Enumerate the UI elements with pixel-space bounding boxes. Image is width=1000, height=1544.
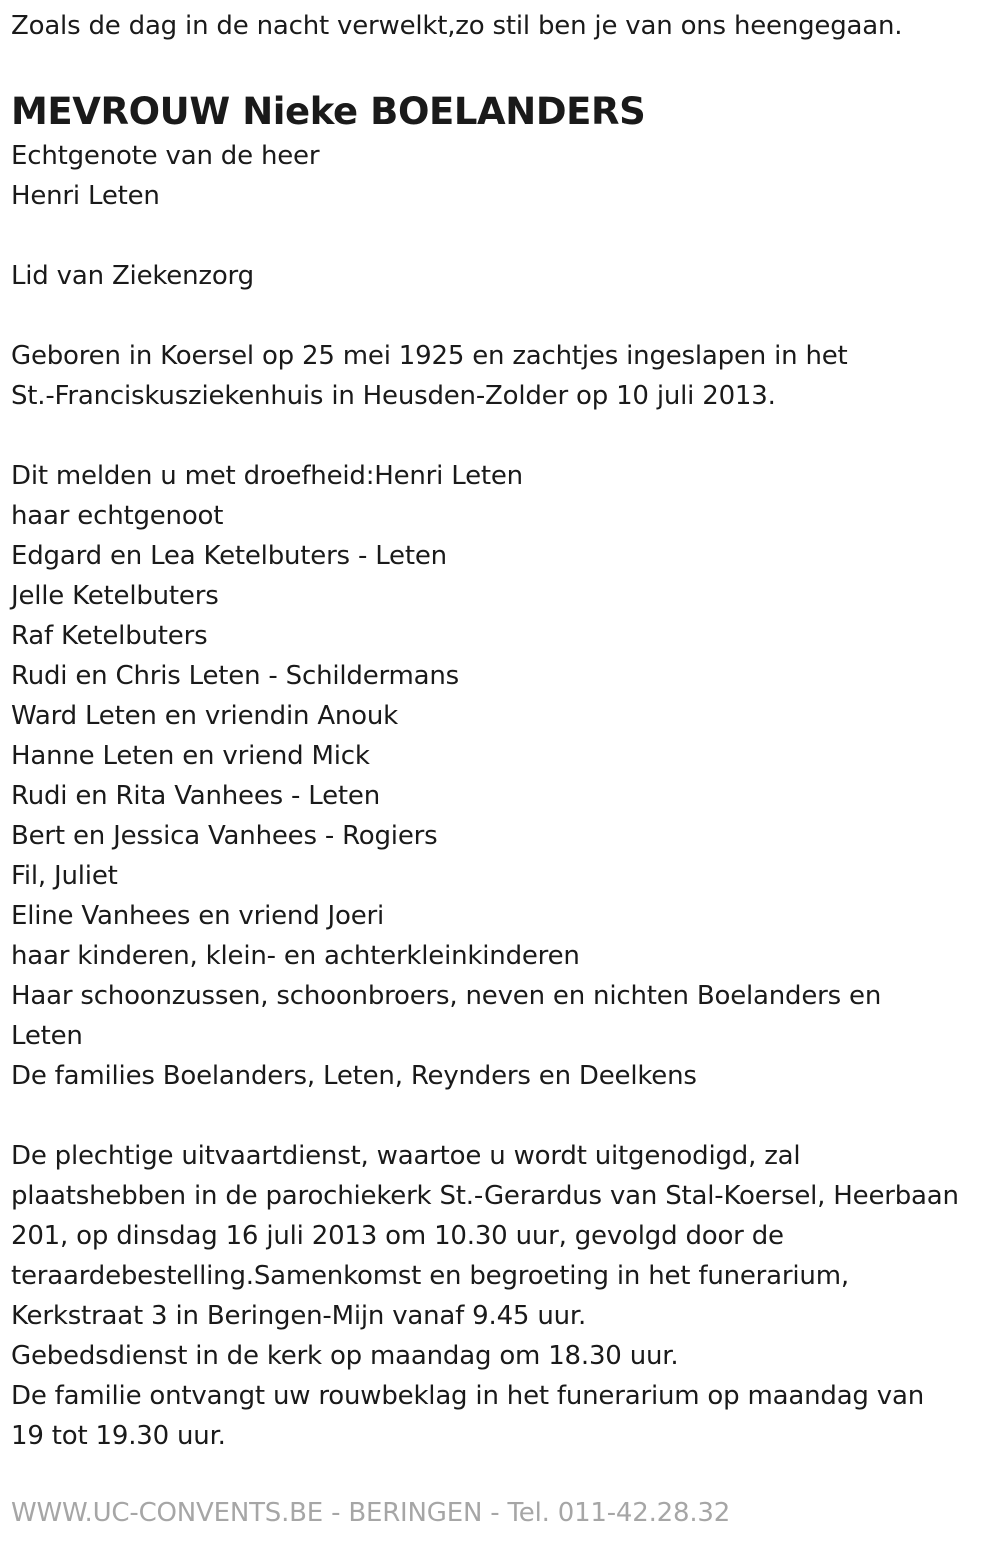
spacer (11, 296, 991, 336)
family-line: Hanne Leten en vriend Mick (11, 741, 370, 771)
family-line: Bert en Jessica Vanhees - Rogiers (11, 821, 438, 851)
family-line: Fil, Juliet (11, 861, 118, 891)
obituary-notice (11, 0, 991, 1456)
ceremony-line: 19 tot 19.30 uur. (11, 1421, 226, 1451)
family-line: Eline Vanhees en vriend Joeri (11, 901, 385, 931)
family-line: haar kinderen, klein- en achterkleinkinderen (11, 941, 580, 971)
footer-contact: WWW.UC-CONVENTS.BE - BERINGEN - Tel. 011-42.28.32 (11, 1498, 731, 1528)
family-line: De families Boelanders, Leten, Reynders en Deelkens (11, 1061, 697, 1091)
family-line: Raf Ketelbuters (11, 621, 208, 651)
family-line: Haar schoonzussen, schoonbroers, neven en nichten Boelanders en (11, 981, 882, 1011)
ceremony-line: Gebedsdienst in de kerk op maandag om 18.30 uur. (11, 1341, 679, 1371)
family-line: Rudi en Chris Leten - Schildermans (11, 661, 460, 691)
ceremony-line: De familie ontvangt uw rouwbeklag in het funerarium op maandag van (11, 1381, 924, 1411)
family-line: Jelle Ketelbuters (11, 581, 219, 611)
intro-quote: Zoals de dag in de nacht verwelkt,zo stil ben je van ons heengegaan. (11, 11, 903, 41)
birth-line-2: St.-Franciskusziekenhuis in Heusden-Zolder op 10 juli 2013. (11, 381, 776, 411)
spouse-line-2: Henri Leten (11, 181, 160, 211)
spacer (11, 216, 991, 256)
deceased-name: MEVROUW Nieke BOELANDERS (11, 90, 646, 133)
ceremony-line: 201, op dinsdag 16 juli 2013 om 10.30 uur, gevolgd door de (11, 1221, 784, 1251)
family-list (11, 456, 991, 1096)
ceremony-line: plaatshebben in de parochiekerk St.-Gerardus van Stal-Koersel, Heerbaan (11, 1181, 959, 1211)
ceremony-line: teraardebestelling.Samenkomst en begroeting in het funerarium, (11, 1261, 849, 1291)
ceremony-line: De plechtige uitvaartdienst, waartoe u wordt uitgenodigd, zal (11, 1141, 801, 1171)
spacer (11, 1096, 991, 1136)
family-line: Ward Leten en vriendin Anouk (11, 701, 399, 731)
family-line: Edgard en Lea Ketelbuters - Leten (11, 541, 447, 571)
birth-line-1: Geboren in Koersel op 25 mei 1925 en zachtjes ingeslapen in het (11, 341, 848, 371)
family-line: Dit melden u met droefheid:Henri Leten (11, 461, 523, 491)
membership: Lid van Ziekenzorg (11, 261, 254, 291)
family-line: Rudi en Rita Vanhees - Leten (11, 781, 380, 811)
spacer (11, 416, 991, 456)
ceremony-details (11, 1136, 991, 1456)
family-line: Leten (11, 1021, 83, 1051)
family-line: haar echtgenoot (11, 501, 224, 531)
ceremony-line: Kerkstraat 3 in Beringen-Mijn vanaf 9.45 uur. (11, 1301, 587, 1331)
spouse-line-1: Echtgenote van de heer (11, 141, 320, 171)
